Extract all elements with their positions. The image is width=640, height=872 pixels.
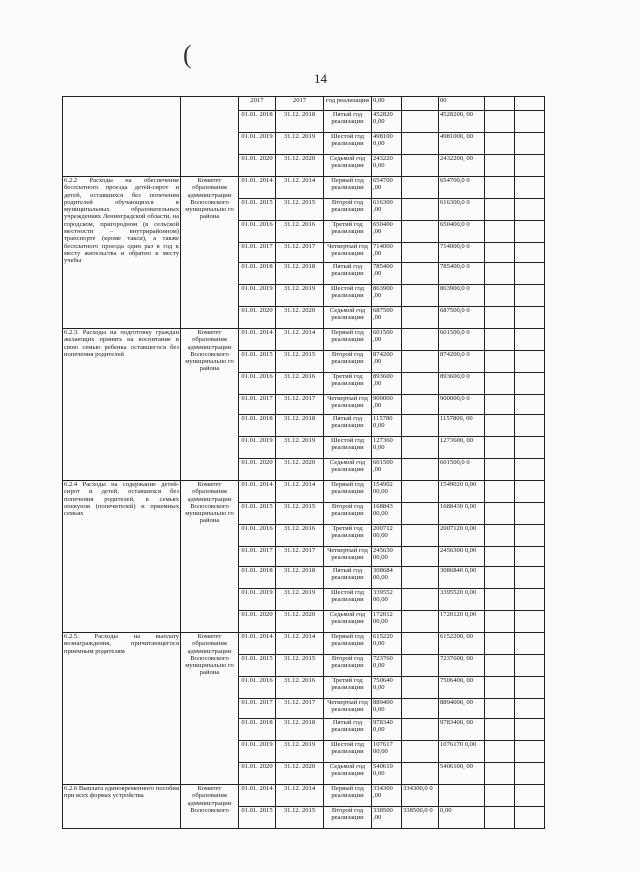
end-date-cell: 31.12. 2014 (276, 785, 324, 807)
start-date-cell: 01.01. 2018 (239, 567, 276, 589)
implementation-year-cell: Пятый год реализации (324, 719, 372, 741)
regional-budget-cell (402, 677, 439, 699)
empty-cell (485, 807, 515, 829)
agency-cell: Комитет образования администрации Волосовского муниципально го района (181, 633, 239, 785)
implementation-year-cell: Второй год реализации (324, 807, 372, 829)
total-cell: 00 (439, 97, 485, 111)
empty-cell (515, 177, 545, 199)
regional-budget-cell (402, 373, 439, 395)
regional-budget-cell (402, 611, 439, 633)
empty-cell (515, 395, 545, 415)
empty-cell (485, 221, 515, 243)
empty-cell (515, 655, 545, 677)
total-cell (439, 785, 485, 807)
end-date-cell: 31.12. 2018 (276, 567, 324, 589)
regional-budget-cell (402, 719, 439, 741)
end-date-cell: 31.12. 2019 (276, 133, 324, 155)
start-date-cell: 01.01. 2017 (239, 699, 276, 719)
start-date-cell: 01.01. 2018 (239, 263, 276, 285)
empty-cell (515, 785, 545, 807)
implementation-year-cell: Четвертый год реализации (324, 699, 372, 719)
total-cell: 1549020 0,00 (439, 481, 485, 503)
total-cell: 1688430 0,00 (439, 503, 485, 525)
end-date-cell: 31.12. 2020 (276, 611, 324, 633)
end-date-cell: 31.12. 2018 (276, 263, 324, 285)
implementation-year-cell: Третий год реализации (324, 373, 372, 395)
total-cell: 0,00 (439, 807, 485, 829)
implementation-year-cell: Седьмой год реализации (324, 763, 372, 785)
start-date-cell: 01.01. 2015 (239, 807, 276, 829)
total-cell: 650400,0 0 (439, 221, 485, 243)
empty-cell (515, 547, 545, 567)
regional-budget-cell (402, 525, 439, 547)
regional-budget-cell (402, 633, 439, 655)
amount-cell: 893600 ,00 (372, 373, 402, 395)
empty-cell (515, 111, 545, 133)
regional-budget-cell (402, 503, 439, 525)
total-cell: 7506400, 00 (439, 677, 485, 699)
start-date-cell: 01.01. 2017 (239, 243, 276, 263)
start-date-cell: 01.01. 2015 (239, 503, 276, 525)
start-date-cell: 2017 (239, 97, 276, 111)
implementation-year-cell: Шестой год реализации (324, 437, 372, 459)
regional-budget-cell: 338500,0 0 (402, 807, 439, 829)
start-date-cell: 01.01. 2017 (239, 395, 276, 415)
total-cell: 874200,0 0 (439, 351, 485, 373)
implementation-year-cell: Четвертый год реализации (324, 547, 372, 567)
implementation-year-cell: Пятый год реализации (324, 567, 372, 589)
amount-cell: 452820 0,00 (372, 111, 402, 133)
total-cell: 5406100, 00 (439, 763, 485, 785)
end-date-cell: 31.12. 2017 (276, 243, 324, 263)
regional-budget-cell (402, 395, 439, 415)
total-cell: 4981000, 00 (439, 133, 485, 155)
empty-cell (515, 763, 545, 785)
regional-budget-cell (402, 177, 439, 199)
amount-cell: 154902 00,00 (372, 481, 402, 503)
end-date-cell: 31.12. 2015 (276, 351, 324, 373)
regional-budget-cell (402, 741, 439, 763)
empty-cell (515, 807, 545, 829)
empty-cell (515, 503, 545, 525)
table-row (63, 97, 575, 111)
implementation-year-cell: Третий год реализации (324, 525, 372, 547)
implementation-year-cell: Второй год реализации (324, 199, 372, 221)
start-date-cell: 01.01. 2018 (239, 719, 276, 741)
end-date-cell: 31.12. 2014 (276, 177, 324, 199)
end-date-cell: 31.12. 2015 (276, 655, 324, 677)
end-date-cell: 31.12. 2017 (276, 395, 324, 415)
start-date-cell: 01.01. 2018 (239, 111, 276, 133)
start-date-cell: 01.01. 2014 (239, 481, 276, 503)
regional-budget-cell (402, 589, 439, 611)
total-cell: 9783400, 00 (439, 719, 485, 741)
implementation-year-cell: Второй год реализации (324, 655, 372, 677)
empty-cell (515, 221, 545, 243)
empty-cell (485, 437, 515, 459)
implementation-year-cell: Седьмой год реализации (324, 611, 372, 633)
end-date-cell: 31.12. 2016 (276, 525, 324, 547)
regional-budget-cell (402, 437, 439, 459)
implementation-year-cell: Третий год реализации (324, 221, 372, 243)
empty-cell (485, 741, 515, 763)
total-cell: 863900,0 0 (439, 285, 485, 307)
total-cell: 8894000, 00 (439, 699, 485, 719)
regional-budget-cell (402, 699, 439, 719)
empty-cell (485, 547, 515, 567)
start-date-cell: 01.01. 2016 (239, 525, 276, 547)
empty-cell (515, 351, 545, 373)
empty-cell (485, 699, 515, 719)
regional-budget-cell (402, 155, 439, 177)
empty-cell (515, 481, 545, 503)
start-date-cell: 01.01. 2014 (239, 329, 276, 351)
amount-cell: 616300 ,00 (372, 199, 402, 221)
end-date-cell: 31.12. 2015 (276, 503, 324, 525)
regional-budget-cell (402, 351, 439, 373)
section-title-cell: 6.2.5. Расходы на выплату вознаграждения, причитающегося приемным родителям (63, 633, 181, 785)
empty-cell (515, 373, 545, 395)
end-date-cell: 31.12. 2014 (276, 633, 324, 655)
total-cell: 714000,0 0 (439, 243, 485, 263)
amount-cell: 339552 00,00 (372, 589, 402, 611)
total-cell: 3086840 0,00 (439, 567, 485, 589)
empty-cell (485, 177, 515, 199)
regional-budget-cell (402, 97, 439, 111)
empty-cell (515, 589, 545, 611)
amount-cell: 334300 ,00 (372, 785, 402, 807)
start-date-cell: 01.01. 2015 (239, 655, 276, 677)
regional-budget-cell: 334300,0 0 (402, 785, 439, 807)
start-date-cell: 01.01. 2015 (239, 351, 276, 373)
amount-cell: 243220 0,00 (372, 155, 402, 177)
start-date-cell: 01.01. 2020 (239, 611, 276, 633)
end-date-cell: 31.12. 2019 (276, 285, 324, 307)
regional-budget-cell (402, 263, 439, 285)
start-date-cell: 01.01. 2020 (239, 155, 276, 177)
end-date-cell: 31.12. 2019 (276, 437, 324, 459)
start-date-cell: 01.01. 2020 (239, 459, 276, 481)
end-date-cell: 31.12. 2020 (276, 155, 324, 177)
empty-cell (485, 97, 515, 111)
regional-budget-cell (402, 763, 439, 785)
end-date-cell: 31.12. 2020 (276, 307, 324, 329)
section-title-cell: 6.2.3. Расходы на подготовку граждан желающих принять на воспитание в свою семью ребенка оставшегося без попечения родителей (63, 329, 181, 481)
amount-cell: 654700 ,00 (372, 177, 402, 199)
empty-cell (485, 785, 515, 807)
total-cell: 7237600, 00 (439, 655, 485, 677)
end-date-cell: 31.12. 2015 (276, 807, 324, 829)
regional-budget-cell (402, 243, 439, 263)
table-row (63, 633, 575, 655)
empty-cell (485, 395, 515, 415)
regional-budget-cell (402, 547, 439, 567)
table-row (63, 329, 575, 351)
handwritten-bracket: ( (183, 40, 192, 69)
start-date-cell: 01.01. 2019 (239, 437, 276, 459)
total-cell: 2007120 0,00 (439, 525, 485, 547)
end-date-cell: 31.12. 2020 (276, 763, 324, 785)
start-date-cell: 01.01. 2020 (239, 307, 276, 329)
regional-budget-cell (402, 285, 439, 307)
agency-cell (181, 97, 239, 177)
start-date-cell: 01.01. 2019 (239, 285, 276, 307)
start-date-cell: 01.01. 2015 (239, 199, 276, 221)
regional-budget-cell (402, 133, 439, 155)
amount-cell: 0,00 (372, 97, 402, 111)
amount-cell: 863900 ,00 (372, 285, 402, 307)
implementation-year-cell: Четвертый год реализации (324, 243, 372, 263)
start-date-cell: 01.01. 2017 (239, 547, 276, 567)
empty-cell (515, 525, 545, 547)
section-title-cell: 6.2.6 Выплата единовременного пособия при всех формах устройства (63, 785, 181, 829)
empty-cell (485, 677, 515, 699)
empty-cell (515, 459, 545, 481)
regional-budget-cell (402, 567, 439, 589)
empty-cell (485, 263, 515, 285)
empty-cell (515, 97, 545, 111)
amount-cell: 785400 ,00 (372, 263, 402, 285)
section-title-cell: 6.2.4 Расходы на содержание детей-сирот и детей, оставшихся без попечения родителей, в семьях опекунов (попечителей) и приемных семьях (63, 481, 181, 633)
implementation-year-cell: Шестой год реализации (324, 741, 372, 763)
regional-budget-cell (402, 329, 439, 351)
total-cell: 1076170 0,00 (439, 741, 485, 763)
amount-cell: 750640 0,00 (372, 677, 402, 699)
amount-cell: 338500 ,00 (372, 807, 402, 829)
regional-budget-cell (402, 481, 439, 503)
empty-cell (485, 525, 515, 547)
regional-budget-cell (402, 199, 439, 221)
total-cell: 687500,0 0 (439, 307, 485, 329)
empty-cell (485, 155, 515, 177)
total-cell: 1273600, 00 (439, 437, 485, 459)
empty-cell (515, 719, 545, 741)
empty-cell (515, 243, 545, 263)
amount-cell: 978340 0,00 (372, 719, 402, 741)
empty-cell (485, 503, 515, 525)
implementation-year-cell: Седьмой год реализации (324, 307, 372, 329)
empty-cell (485, 329, 515, 351)
empty-cell (485, 611, 515, 633)
amount-cell: 107617 00,00 (372, 741, 402, 763)
total-cell: 654700,0 0 (439, 177, 485, 199)
section-title-cell (63, 97, 181, 177)
amount-cell: 723760 0,00 (372, 655, 402, 677)
total-cell: 2432200, 00 (439, 155, 485, 177)
empty-cell (515, 677, 545, 699)
total-cell: 3395520 0,00 (439, 589, 485, 611)
total-cell: 6152200, 00 (439, 633, 485, 655)
page-number: 14 (314, 71, 327, 86)
amount-cell: 245630 00,00 (372, 547, 402, 567)
amount-cell: 115780 0,00 (372, 415, 402, 437)
start-date-cell: 01.01. 2019 (239, 589, 276, 611)
agency-cell: Комитет образования администрации Волосовского муниципально го района (181, 481, 239, 633)
table-row (63, 785, 575, 807)
amount-cell: 714000 ,00 (372, 243, 402, 263)
implementation-year-cell: Седьмой год реализации (324, 155, 372, 177)
total-cell: 601500,0 0 (439, 459, 485, 481)
start-date-cell: 01.01. 2014 (239, 177, 276, 199)
total-cell: 601500,0 0 (439, 329, 485, 351)
amount-cell: 615220 0,00 (372, 633, 402, 655)
implementation-year-cell: Четвертый год реализации (324, 395, 372, 415)
end-date-cell: 31.12. 2014 (276, 329, 324, 351)
section-title-cell: 6.2.2 Расходы на обеспечение бесплатного проезда детей-сирот и детей, оставшихся без попечения родителей обучающихся в муниципальных образовательных учреждениях Ленинградской области, на городском, пригородном (в сельской местности – внутрирайонном) транспорте (кроме такси), а также бесплатного проезда один раз в год к месту жительства и обратно к месту учебы (63, 177, 181, 329)
empty-cell (515, 307, 545, 329)
amount-cell: 127360 0,00 (372, 437, 402, 459)
empty-cell (485, 633, 515, 655)
empty-cell (515, 199, 545, 221)
implementation-year-cell: Шестой год реализации (324, 133, 372, 155)
implementation-year-cell: Пятый год реализации (324, 415, 372, 437)
end-date-cell: 31.12. 2016 (276, 221, 324, 243)
implementation-year-cell: Первый год реализации (324, 633, 372, 655)
start-date-cell: 01.01. 2018 (239, 415, 276, 437)
implementation-year-cell: Пятый год реализации (324, 111, 372, 133)
amount-cell: 540610 0,00 (372, 763, 402, 785)
program-expenses-table (62, 96, 575, 829)
empty-cell (485, 589, 515, 611)
amount-cell: 687500 ,00 (372, 307, 402, 329)
start-date-cell: 01.01. 2019 (239, 741, 276, 763)
end-date-cell: 31.12. 2014 (276, 481, 324, 503)
amount-cell: 308684 00,00 (372, 567, 402, 589)
end-date-cell: 31.12. 2016 (276, 677, 324, 699)
total-cell: 785400,0 0 (439, 263, 485, 285)
empty-cell (515, 567, 545, 589)
empty-cell (515, 285, 545, 307)
end-date-cell: 31.12. 2019 (276, 741, 324, 763)
regional-budget-cell (402, 415, 439, 437)
start-date-cell: 01.01. 2014 (239, 785, 276, 807)
table-row (63, 177, 575, 199)
implementation-year-cell: Шестой год реализации (324, 285, 372, 307)
empty-cell (485, 655, 515, 677)
empty-cell (485, 133, 515, 155)
amount-cell: 874200 ,00 (372, 351, 402, 373)
end-date-cell: 31.12. 2017 (276, 547, 324, 567)
total-cell: 1157800, 00 (439, 415, 485, 437)
total-cell: 4528200, 00 (439, 111, 485, 133)
empty-cell (515, 263, 545, 285)
total-cell: 893600,0 0 (439, 373, 485, 395)
start-date-cell: 01.01. 2014 (239, 633, 276, 655)
regional-budget-cell (402, 111, 439, 133)
end-date-cell: 31.12. 2016 (276, 373, 324, 395)
table-row (63, 481, 575, 503)
implementation-year-cell: Третий год реализации (324, 677, 372, 699)
end-date-cell: 31.12. 2018 (276, 719, 324, 741)
empty-cell (515, 633, 545, 655)
empty-cell (485, 459, 515, 481)
amount-cell: 601500 ,00 (372, 329, 402, 351)
end-date-cell: 31.12. 2018 (276, 415, 324, 437)
amount-cell: 900000 ,00 (372, 395, 402, 415)
empty-cell (485, 243, 515, 263)
implementation-year-cell: Первый год реализации (324, 329, 372, 351)
empty-cell (515, 437, 545, 459)
total-cell: 2456300 0,00 (439, 547, 485, 567)
empty-cell (485, 415, 515, 437)
empty-cell (515, 741, 545, 763)
empty-cell (515, 415, 545, 437)
amount-cell: 498100 0,00 (372, 133, 402, 155)
agency-cell: Комитет образования администрации Волосовского муниципально го района (181, 177, 239, 329)
implementation-year-cell: Пятый год реализации (324, 263, 372, 285)
empty-cell (485, 285, 515, 307)
empty-cell (485, 111, 515, 133)
empty-cell (485, 481, 515, 503)
empty-cell (515, 329, 545, 351)
empty-cell (515, 611, 545, 633)
start-date-cell: 01.01. 2019 (239, 133, 276, 155)
amount-cell: 601500 ,00 (372, 459, 402, 481)
empty-cell (485, 199, 515, 221)
end-date-cell: 31.12. 2020 (276, 459, 324, 481)
empty-cell (485, 719, 515, 741)
start-date-cell: 01.01. 2020 (239, 763, 276, 785)
end-date-cell: 31.12. 2018 (276, 111, 324, 133)
implementation-year-cell: Второй год реализации (324, 351, 372, 373)
empty-cell (485, 373, 515, 395)
agency-cell: Комитет образования администрации Волосовского муниципально го района (181, 329, 239, 481)
regional-budget-cell (402, 307, 439, 329)
implementation-year-cell: Шестой год реализации (324, 589, 372, 611)
empty-cell (515, 133, 545, 155)
agency-cell: Комитет образования администрации Волосовского (181, 785, 239, 829)
implementation-year-cell: Второй год реализации (324, 503, 372, 525)
amount-cell: 172012 00,00 (372, 611, 402, 633)
regional-budget-cell (402, 221, 439, 243)
implementation-year-cell: Первый год реализации (324, 785, 372, 807)
empty-cell (485, 763, 515, 785)
end-date-cell: 31.12. 2015 (276, 199, 324, 221)
amount-cell: 168843 00,00 (372, 503, 402, 525)
implementation-year-cell: Первый год реализации (324, 481, 372, 503)
empty-cell (515, 155, 545, 177)
total-cell: 900000,0 0 (439, 395, 485, 415)
start-date-cell: 01.01. 2016 (239, 373, 276, 395)
total-cell: 1720120 0,00 (439, 611, 485, 633)
start-date-cell: 01.01. 2016 (239, 677, 276, 699)
implementation-year-cell: Первый год реализации (324, 177, 372, 199)
empty-cell (485, 567, 515, 589)
end-date-cell: 31.12. 2017 (276, 699, 324, 719)
implementation-year-cell: Седьмой год реализации (324, 459, 372, 481)
regional-budget-cell (402, 459, 439, 481)
amount-cell: 889400 0,00 (372, 699, 402, 719)
start-date-cell: 01.01. 2016 (239, 221, 276, 243)
empty-cell (515, 699, 545, 719)
implementation-year-cell: год реализации (324, 97, 372, 111)
empty-cell (485, 307, 515, 329)
total-cell: 616300,0 0 (439, 199, 485, 221)
amount-cell: 650400 ,00 (372, 221, 402, 243)
end-date-cell: 2017 (276, 97, 324, 111)
regional-budget-cell (402, 655, 439, 677)
empty-cell (485, 351, 515, 373)
end-date-cell: 31.12. 2019 (276, 589, 324, 611)
amount-cell: 200712 00,00 (372, 525, 402, 547)
